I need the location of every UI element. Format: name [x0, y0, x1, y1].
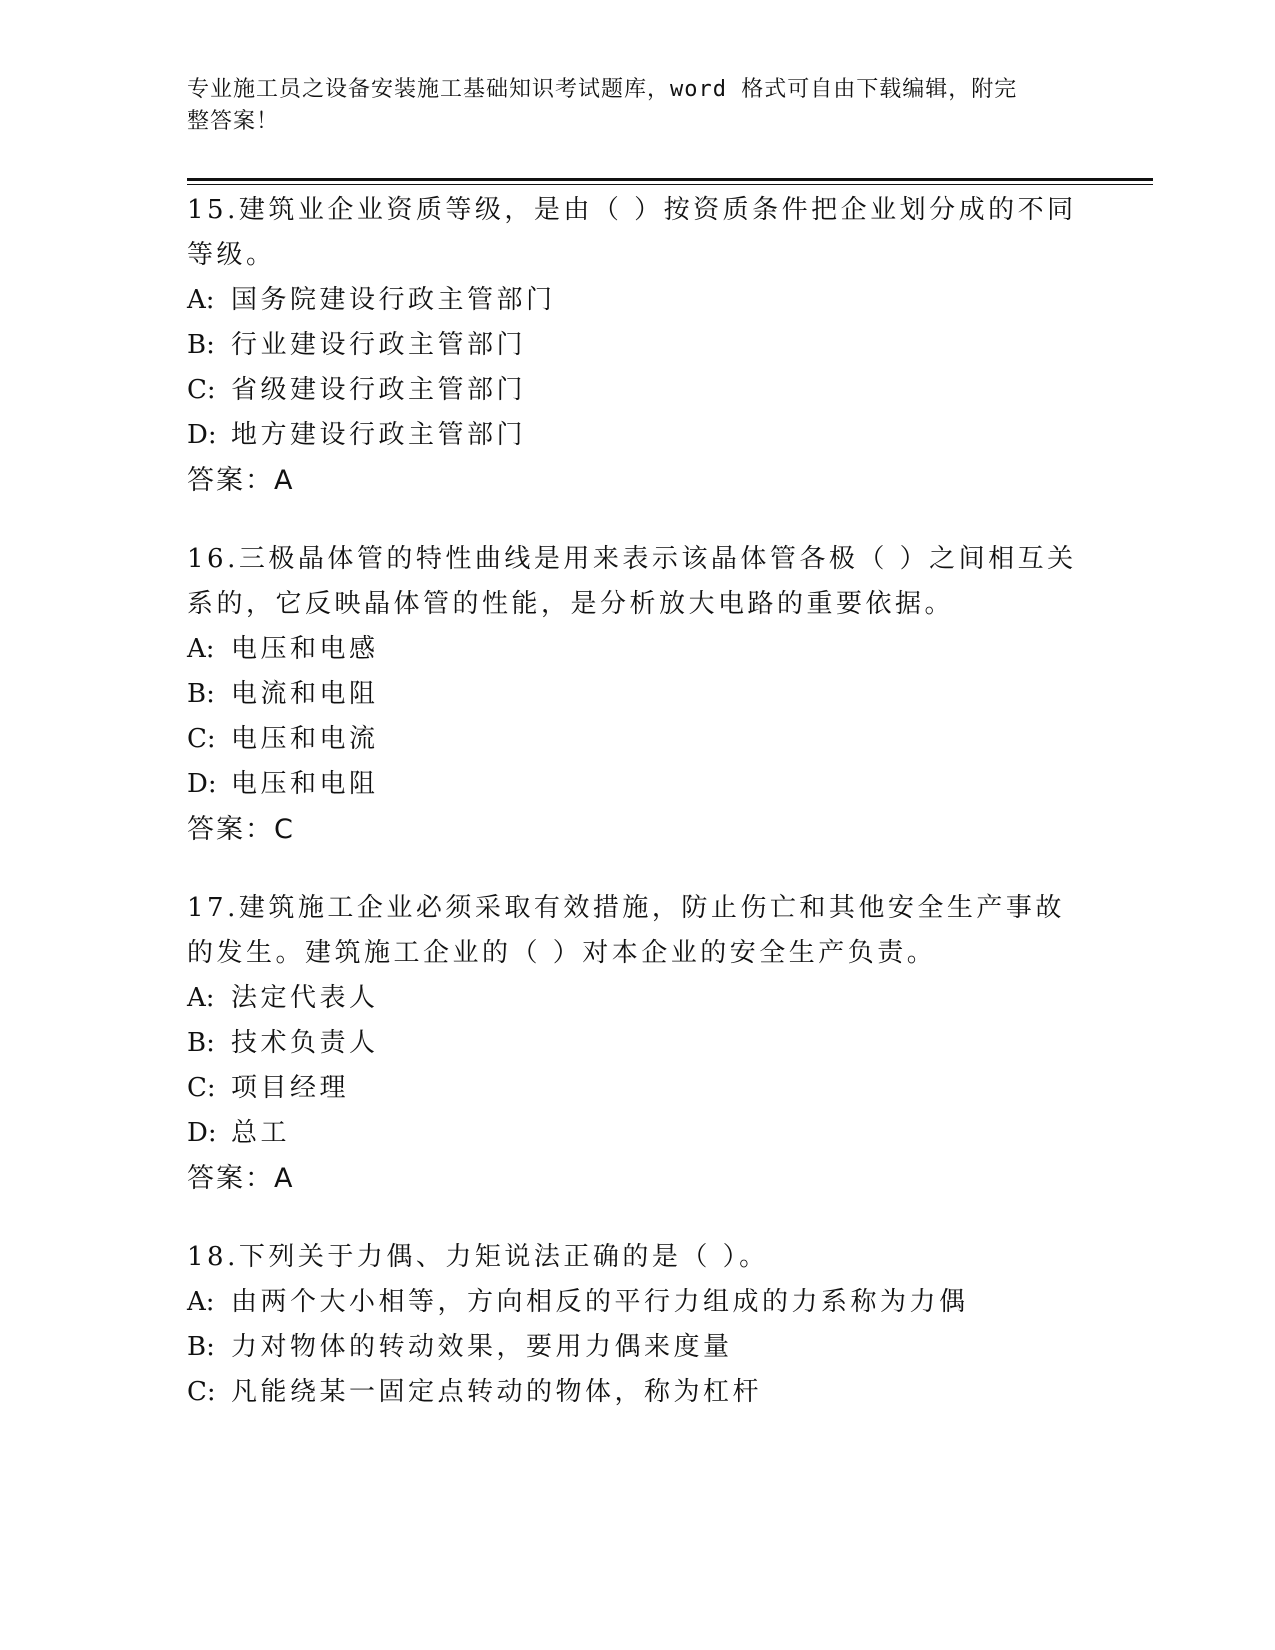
option-letter: C:	[187, 1377, 216, 1407]
option-text: 由两个大小相等，方向相反的平行力组成的力系称为力偶	[231, 1287, 969, 1317]
question-text: 15.建筑业企业资质等级，是由（ ）按资质条件把企业划分成的不同等级。	[187, 195, 1077, 270]
option-text: 国务院建设行政主管部门	[231, 285, 556, 315]
document-header	[187, 74, 1067, 138]
option-letter: A:	[187, 983, 215, 1013]
option-letter: A:	[187, 634, 215, 664]
option-text: 电压和电流	[231, 724, 379, 754]
option-text: 电流和电阻	[231, 679, 379, 709]
option-text: 省级建设行政主管部门	[231, 375, 527, 405]
question-list	[187, 188, 1087, 1449]
option-letter: C:	[187, 1073, 216, 1103]
header-divider-thick	[187, 178, 1153, 181]
question-18	[187, 1235, 1087, 1415]
option-letter: D:	[187, 1118, 217, 1148]
question-15	[187, 188, 1087, 503]
answer-line: 答案：A	[187, 465, 295, 496]
option-text: 技术负责人	[231, 1028, 379, 1058]
option-c	[187, 368, 1087, 413]
option-letter: C:	[187, 375, 216, 405]
question-text: 16.三极晶体管的特性曲线是用来表示该晶体管各极（ ）之间相互关系的，它反映晶体管的性能，是分析放大电路的重要依据。	[187, 544, 1077, 619]
question-text: 17.建筑施工企业必须采取有效措施，防止伤亡和其他安全生产事故的发生。建筑施工企业的（ ）对本企业的安全生产负责。	[187, 893, 1065, 968]
question-17	[187, 886, 1087, 1201]
option-text: 项目经理	[231, 1073, 350, 1103]
option-letter: A:	[187, 285, 215, 315]
option-d	[187, 762, 1087, 807]
option-b	[187, 1325, 1087, 1370]
option-text: 地方建设行政主管部门	[231, 420, 527, 450]
header-divider-thin	[187, 184, 1153, 185]
option-letter: C:	[187, 724, 216, 754]
option-text: 凡能绕某一固定点转动的物体，称为杠杆	[231, 1377, 763, 1407]
option-a	[187, 976, 1087, 1021]
option-a	[187, 1280, 1087, 1325]
option-c	[187, 1370, 1087, 1415]
option-a	[187, 627, 1087, 672]
question-16	[187, 537, 1087, 852]
option-text: 电压和电阻	[231, 769, 379, 799]
header-line-1: 专业施工员之设备安装施工基础知识考试题库，word 格式可自由下载编辑，附完	[187, 77, 1018, 102]
option-letter: D:	[187, 769, 217, 799]
option-letter: B:	[187, 679, 215, 709]
option-text: 电压和电感	[231, 634, 379, 664]
option-b	[187, 323, 1087, 368]
option-letter: B:	[187, 330, 215, 360]
option-letter: A:	[187, 1287, 215, 1317]
answer-line: 答案：A	[187, 1163, 295, 1194]
option-text: 总工	[231, 1118, 291, 1148]
option-c	[187, 1066, 1087, 1111]
option-text: 力对物体的转动效果，要用力偶来度量	[231, 1332, 733, 1362]
option-letter: B:	[187, 1028, 215, 1058]
answer-line: 答案：C	[187, 814, 295, 845]
option-b	[187, 1021, 1087, 1066]
option-letter: B:	[187, 1332, 215, 1362]
option-text: 行业建设行政主管部门	[231, 330, 527, 360]
option-text: 法定代表人	[231, 983, 379, 1013]
option-a	[187, 278, 1087, 323]
option-letter: D:	[187, 420, 217, 450]
option-d	[187, 413, 1087, 458]
option-b	[187, 672, 1087, 717]
question-text: 18.下列关于力偶、力矩说法正确的是（ ）。	[187, 1242, 769, 1272]
header-line-2: 整答案！	[187, 109, 280, 134]
option-c	[187, 717, 1087, 762]
option-d	[187, 1111, 1087, 1156]
